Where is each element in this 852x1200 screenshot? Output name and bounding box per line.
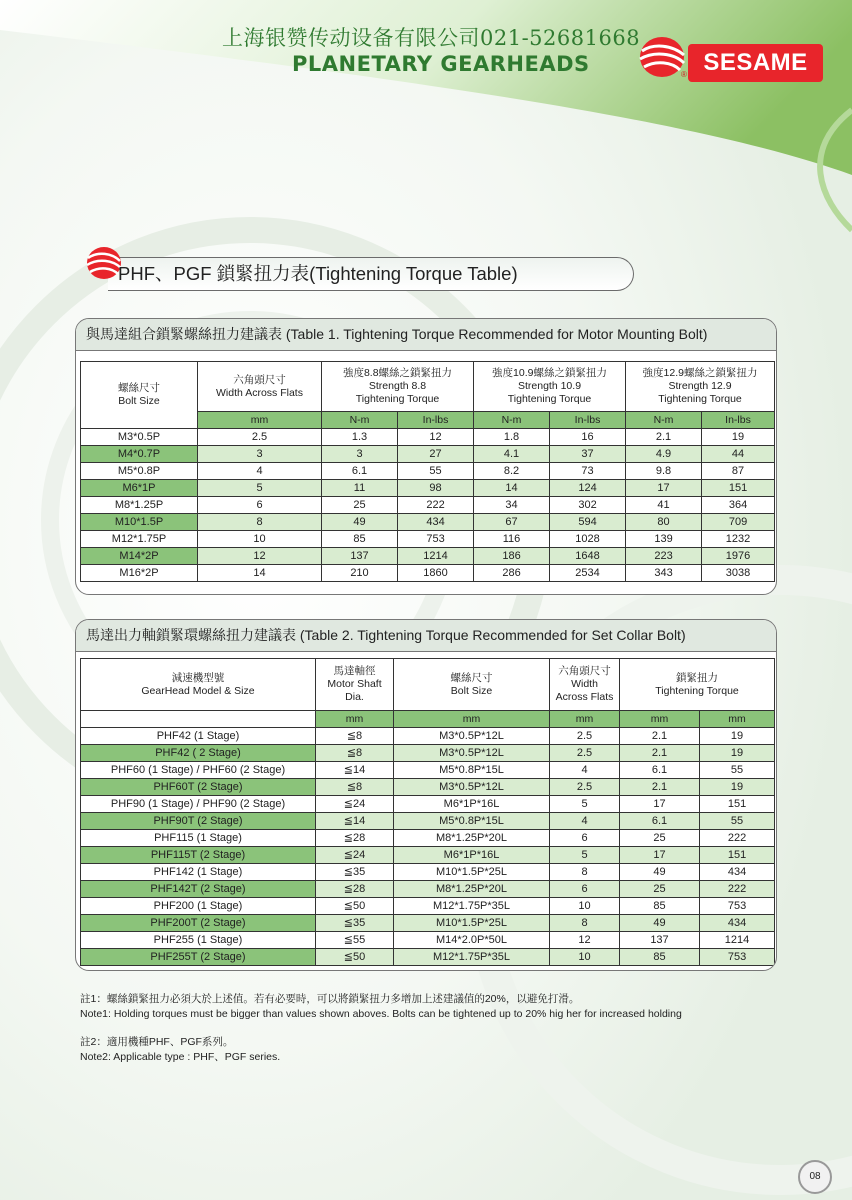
row-label-cell: PHF200 (1 Stage) xyxy=(81,898,316,915)
table2-unit-cell: mm xyxy=(620,711,700,728)
table-row xyxy=(81,847,775,864)
table-cell: 1648 xyxy=(550,548,626,565)
note2-zh: 註2：適用機種PHF、PGF系列。 xyxy=(80,1036,234,1048)
table-cell: M10*1.5P*25L xyxy=(394,915,550,932)
row-label-cell: PHF60T (2 Stage) xyxy=(81,779,316,796)
table-cell: M3*0.5P*12L xyxy=(394,745,550,762)
table-row xyxy=(81,728,775,745)
table1-header-hex: 六角頭尺寸 Width Across Flats xyxy=(198,362,322,412)
table-cell: ≦8 xyxy=(316,728,394,745)
table-cell: 4.1 xyxy=(474,446,550,463)
table2-unit-cell: mm xyxy=(316,711,394,728)
table-cell: 10 xyxy=(550,949,620,966)
table-row xyxy=(81,548,775,565)
table-cell: M12*1.75P*35L xyxy=(394,898,550,915)
row-label-cell: M16*2P xyxy=(81,565,198,582)
table-cell: 19 xyxy=(700,779,775,796)
table-cell: 286 xyxy=(474,565,550,582)
table-cell: ≦14 xyxy=(316,813,394,830)
table2-title: 馬達出力軸鎖緊環螺絲扭力建議表 (Table 2. Tightening Torque Recommended for Set Collar Bolt) xyxy=(76,620,776,652)
table-cell: ≦8 xyxy=(316,779,394,796)
table-cell: 222 xyxy=(700,881,775,898)
table-cell: 44 xyxy=(702,446,775,463)
table-cell: 1.3 xyxy=(322,429,398,446)
row-label-cell: M14*2P xyxy=(81,548,198,565)
table-cell: 25 xyxy=(322,497,398,514)
table-cell: 1214 xyxy=(700,932,775,949)
table-cell: M10*1.5P*25L xyxy=(394,864,550,881)
table-cell: 11 xyxy=(322,480,398,497)
table-cell: 364 xyxy=(702,497,775,514)
table-cell: 73 xyxy=(550,463,626,480)
brand-badge: SESAME xyxy=(688,44,823,82)
table-cell: 3 xyxy=(198,446,322,463)
table-cell: ≦28 xyxy=(316,881,394,898)
table-cell: 434 xyxy=(700,915,775,932)
table2-header-torque: 鎖緊扭力 Tightening Torque xyxy=(620,659,775,711)
table-cell: 6.1 xyxy=(620,762,700,779)
table-cell: M8*1.25P*20L xyxy=(394,830,550,847)
notes xyxy=(80,992,800,1065)
table-row xyxy=(81,932,775,949)
table2-unit-cell: mm xyxy=(550,711,620,728)
table1-title: 與馬達組合鎖緊螺絲扭力建議表 (Table 1. Tightening Torque Recommended for Motor Mounting Bolt) xyxy=(76,319,776,351)
table-cell: 139 xyxy=(626,531,702,548)
table-cell: 753 xyxy=(700,949,775,966)
table-cell: 67 xyxy=(474,514,550,531)
table1-header-strength-10-9: 強度10.9螺絲之鎖緊扭力 Strength 10.9 Tightening Torque xyxy=(474,362,626,412)
row-label-cell: PHF142T (2 Stage) xyxy=(81,881,316,898)
table-cell: 222 xyxy=(398,497,474,514)
table-cell: 41 xyxy=(626,497,702,514)
registered-mark: ® xyxy=(681,70,687,79)
table-cell: 25 xyxy=(620,830,700,847)
table-cell: 1232 xyxy=(702,531,775,548)
table-row xyxy=(81,881,775,898)
table1-unit-cell: N-m xyxy=(322,412,398,429)
row-label-cell: PHF90T (2 Stage) xyxy=(81,813,316,830)
table-row xyxy=(81,762,775,779)
table-cell: 25 xyxy=(620,881,700,898)
table-cell: 151 xyxy=(702,480,775,497)
table2-header-bolt: 螺絲尺寸 Bolt Size xyxy=(394,659,550,711)
table-cell: M8*1.25P*20L xyxy=(394,881,550,898)
table-cell: M3*0.5P*12L xyxy=(394,728,550,745)
table-cell: 124 xyxy=(550,480,626,497)
table-cell: 186 xyxy=(474,548,550,565)
table-cell: 222 xyxy=(700,830,775,847)
table-cell: 434 xyxy=(700,864,775,881)
table-row xyxy=(81,446,775,463)
table-cell: 1028 xyxy=(550,531,626,548)
table-cell: 594 xyxy=(550,514,626,531)
table-cell: M5*0.8P*15L xyxy=(394,813,550,830)
table-cell: 3038 xyxy=(702,565,775,582)
table-cell: 85 xyxy=(620,898,700,915)
table-cell: 55 xyxy=(700,813,775,830)
row-label-cell: M3*0.5P xyxy=(81,429,198,446)
table-cell: 49 xyxy=(620,915,700,932)
table-cell: 2534 xyxy=(550,565,626,582)
brand-logo-icon xyxy=(632,33,688,81)
table-cell: 6 xyxy=(550,830,620,847)
table-row xyxy=(81,779,775,796)
table-cell: ≦55 xyxy=(316,932,394,949)
table-cell: M5*0.8P*15L xyxy=(394,762,550,779)
table-cell: 3 xyxy=(322,446,398,463)
table-cell: 137 xyxy=(620,932,700,949)
row-label-cell: PHF255 (1 Stage) xyxy=(81,932,316,949)
table-cell: 85 xyxy=(322,531,398,548)
table-cell: 49 xyxy=(322,514,398,531)
table-row xyxy=(81,480,775,497)
table1-header-bolt-size: 螺絲尺寸 Bolt Size xyxy=(81,362,198,429)
table-cell: 6 xyxy=(198,497,322,514)
company-name: 上海银赞传动设备有限公司021-52681668 xyxy=(222,26,641,50)
table1-header-strength-8-8: 強度8.8螺絲之鎖緊扭力 Strength 8.8 Tightening Torque xyxy=(322,362,474,412)
table-cell: 10 xyxy=(550,898,620,915)
table-cell: 434 xyxy=(398,514,474,531)
table-cell: 14 xyxy=(198,565,322,582)
table-cell: 14 xyxy=(474,480,550,497)
table-cell: M14*2.0P*50L xyxy=(394,932,550,949)
table-cell: ≦14 xyxy=(316,762,394,779)
table-cell: 85 xyxy=(620,949,700,966)
table2-unit-cell: mm xyxy=(394,711,550,728)
table-cell: 4 xyxy=(550,762,620,779)
table1-header-row xyxy=(81,362,775,412)
table-cell: 2.5 xyxy=(550,779,620,796)
table-cell: ≦50 xyxy=(316,949,394,966)
table-cell: 2.1 xyxy=(620,779,700,796)
table-cell: ≦35 xyxy=(316,915,394,932)
table2-unit-row xyxy=(81,711,775,728)
table-cell: 5 xyxy=(550,847,620,864)
table-cell: 1860 xyxy=(398,565,474,582)
table-cell: 753 xyxy=(700,898,775,915)
table-cell: 2.1 xyxy=(620,728,700,745)
table-cell: M6*1P*16L xyxy=(394,847,550,864)
table-row xyxy=(81,813,775,830)
table1-unit-cell: N-m xyxy=(626,412,702,429)
table-cell: 55 xyxy=(700,762,775,779)
table2-body xyxy=(81,728,775,966)
table2-panel xyxy=(75,619,777,971)
table-row xyxy=(81,864,775,881)
table-cell: 19 xyxy=(700,745,775,762)
table-cell: 1976 xyxy=(702,548,775,565)
table1-header-strength-12-9: 強度12.9螺絲之鎖緊扭力 Strength 12.9 Tightening Torque xyxy=(626,362,775,412)
table-cell: 8.2 xyxy=(474,463,550,480)
table-cell: 34 xyxy=(474,497,550,514)
row-label-cell: PHF42 ( 2 Stage) xyxy=(81,745,316,762)
row-label-cell: PHF90 (1 Stage) / PHF90 (2 Stage) xyxy=(81,796,316,813)
row-label-cell: PHF60 (1 Stage) / PHF60 (2 Stage) xyxy=(81,762,316,779)
table2-header-model: 減速機型號 GearHead Model & Size xyxy=(81,659,316,711)
table-cell: 16 xyxy=(550,429,626,446)
table-cell: 5 xyxy=(198,480,322,497)
table1-unit-cell: In-lbs xyxy=(398,412,474,429)
table-cell: 151 xyxy=(700,796,775,813)
table-cell: 137 xyxy=(322,548,398,565)
table2-header-shaft: 馬達軸徑 Motor Shaft Dia. xyxy=(316,659,394,711)
row-label-cell: PHF115 (1 Stage) xyxy=(81,830,316,847)
table-cell: 151 xyxy=(700,847,775,864)
table-cell: 6.1 xyxy=(620,813,700,830)
table-cell: ≦24 xyxy=(316,796,394,813)
table-row xyxy=(81,949,775,966)
table-row xyxy=(81,796,775,813)
table-cell: M3*0.5P*12L xyxy=(394,779,550,796)
table1-unit-cell: mm xyxy=(198,412,322,429)
table-row xyxy=(81,429,775,446)
table-row xyxy=(81,565,775,582)
table-cell: 10 xyxy=(198,531,322,548)
row-label-cell: M5*0.8P xyxy=(81,463,198,480)
table-cell: 709 xyxy=(702,514,775,531)
note1-en: Note1: Holding torques must be bigger than values shown aboves. Bolts can be tightened up to 20% hig her for increased holding xyxy=(80,1008,682,1020)
table-cell: ≦28 xyxy=(316,830,394,847)
table-cell: 2.5 xyxy=(198,429,322,446)
table-cell: M6*1P*16L xyxy=(394,796,550,813)
table-cell: 87 xyxy=(702,463,775,480)
table-cell: M12*1.75P*35L xyxy=(394,949,550,966)
table-cell: 2.1 xyxy=(626,429,702,446)
table-cell: 5 xyxy=(550,796,620,813)
section-heading xyxy=(80,243,620,297)
table2-header-row xyxy=(81,659,775,711)
row-label-cell: M4*0.7P xyxy=(81,446,198,463)
table-row xyxy=(81,514,775,531)
table-cell: 8 xyxy=(198,514,322,531)
table-cell: 4.9 xyxy=(626,446,702,463)
table-cell: ≦24 xyxy=(316,847,394,864)
table-row xyxy=(81,531,775,548)
table-cell: 753 xyxy=(398,531,474,548)
table-cell: 223 xyxy=(626,548,702,565)
table-cell: 1.8 xyxy=(474,429,550,446)
table1-unit-cell: In-lbs xyxy=(702,412,775,429)
table1-unit-cell: In-lbs xyxy=(550,412,626,429)
table2-header-hex: 六角頭尺寸 Width Across Flats xyxy=(550,659,620,711)
table-cell: 6 xyxy=(550,881,620,898)
row-label-cell: PHF255T (2 Stage) xyxy=(81,949,316,966)
table-cell: 1214 xyxy=(398,548,474,565)
table-cell: ≦8 xyxy=(316,745,394,762)
table-cell: 4 xyxy=(550,813,620,830)
table-cell: 343 xyxy=(626,565,702,582)
table-cell: 2.1 xyxy=(620,745,700,762)
table-cell: 19 xyxy=(700,728,775,745)
table-cell: 12 xyxy=(398,429,474,446)
table1-unit-cell: N-m xyxy=(474,412,550,429)
table-row xyxy=(81,915,775,932)
note2-en: Note2: Applicable type : PHF、PGF series. xyxy=(80,1051,281,1063)
table-cell: 19 xyxy=(702,429,775,446)
table-cell: 210 xyxy=(322,565,398,582)
table-cell: 4 xyxy=(198,463,322,480)
table-row xyxy=(81,463,775,480)
table-cell: 17 xyxy=(620,847,700,864)
table-row xyxy=(81,497,775,514)
table1-panel xyxy=(75,318,777,595)
table-row xyxy=(81,898,775,915)
table-cell: 2.5 xyxy=(550,745,620,762)
row-label-cell: M6*1P xyxy=(81,480,198,497)
table-row xyxy=(81,745,775,762)
row-label-cell: PHF42 (1 Stage) xyxy=(81,728,316,745)
table-cell: ≦35 xyxy=(316,864,394,881)
table-cell: 116 xyxy=(474,531,550,548)
catalog-subtitle: PLANETARY GEARHEADS xyxy=(292,52,590,76)
table-cell: 8 xyxy=(550,915,620,932)
page-number: 08 xyxy=(798,1160,832,1194)
table-cell: 6.1 xyxy=(322,463,398,480)
row-label-cell: PHF200T (2 Stage) xyxy=(81,915,316,932)
table2-unit-blank xyxy=(81,711,316,728)
table-cell: 80 xyxy=(626,514,702,531)
table-cell: 9.8 xyxy=(626,463,702,480)
table2 xyxy=(80,658,775,966)
table-cell: ≦50 xyxy=(316,898,394,915)
table-cell: 8 xyxy=(550,864,620,881)
row-label-cell: M8*1.25P xyxy=(81,497,198,514)
note1-zh: 註1：螺絲鎖緊扭力必須大於上述值。若有必要時，可以將鎖緊扭力多增加上述建議值的20%，以避免打滑。 xyxy=(80,993,580,1005)
table2-unit-cell: mm xyxy=(700,711,775,728)
table-cell: 37 xyxy=(550,446,626,463)
table-row xyxy=(81,830,775,847)
table-cell: 98 xyxy=(398,480,474,497)
table-cell: 49 xyxy=(620,864,700,881)
table-cell: 17 xyxy=(626,480,702,497)
section-title: PHF、PGF 鎖緊扭力表(Tightening Torque Table) xyxy=(118,263,518,284)
row-label-cell: M10*1.5P xyxy=(81,514,198,531)
row-label-cell: PHF142 (1 Stage) xyxy=(81,864,316,881)
table-cell: 2.5 xyxy=(550,728,620,745)
table1 xyxy=(80,361,775,582)
table-cell: 12 xyxy=(550,932,620,949)
row-label-cell: PHF115T (2 Stage) xyxy=(81,847,316,864)
table-cell: 27 xyxy=(398,446,474,463)
table-cell: 17 xyxy=(620,796,700,813)
table-cell: 12 xyxy=(198,548,322,565)
table-cell: 55 xyxy=(398,463,474,480)
table1-body xyxy=(81,429,775,582)
row-label-cell: M12*1.75P xyxy=(81,531,198,548)
table-cell: 302 xyxy=(550,497,626,514)
